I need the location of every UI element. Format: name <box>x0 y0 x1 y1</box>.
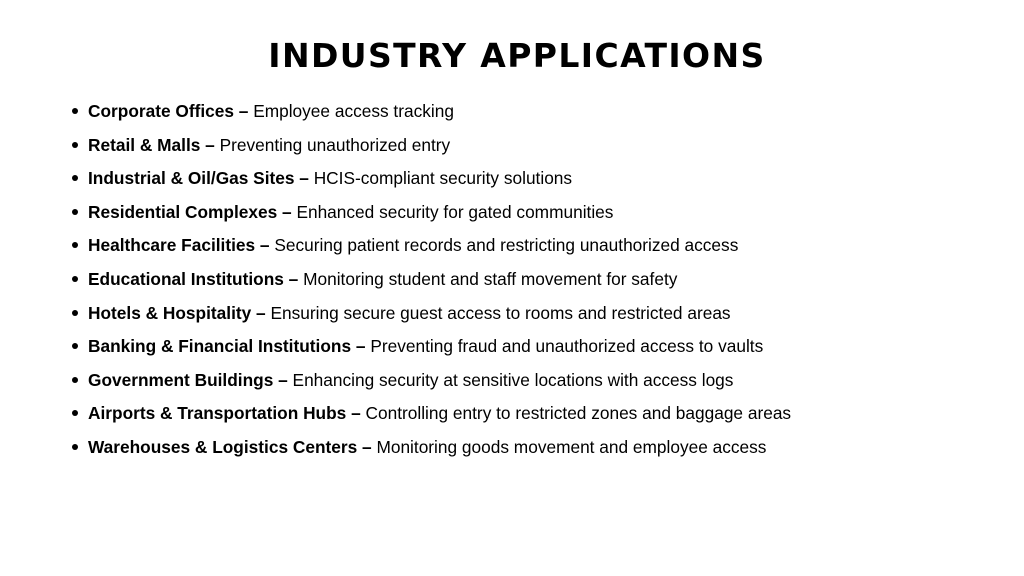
industry-description: Enhanced security for gated communities <box>296 201 614 222</box>
industry-term: Healthcare Facilities – <box>88 235 270 256</box>
industry-description: Employee access tracking <box>253 101 454 121</box>
industry-description: Securing patient records and restricting unauthorized access <box>274 235 739 256</box>
industry-term: Warehouses & Logistics Centers – <box>88 436 372 457</box>
bullet-icon <box>72 209 78 215</box>
list-item <box>70 131 1000 165</box>
list-item <box>70 164 1000 198</box>
bullet-icon <box>72 108 78 114</box>
industry-description: Ensuring secure guest access to rooms and restricted areas <box>270 302 731 323</box>
industry-description: Monitoring goods movement and employee access <box>376 436 767 457</box>
bullet-icon <box>72 242 78 248</box>
list-item <box>70 97 1000 131</box>
industry-term: Government Buildings – <box>88 369 288 390</box>
list-item <box>70 332 1000 366</box>
industry-term: Airports & Transportation Hubs – <box>88 403 361 424</box>
list-item <box>70 198 1000 232</box>
list-item <box>70 231 1000 265</box>
industry-term: Corporate Offices – <box>88 101 249 121</box>
industry-description: Preventing unauthorized entry <box>219 134 451 155</box>
industry-description: Controlling entry to restricted zones and baggage areas <box>365 403 792 424</box>
industry-description: HCIS-compliant security solutions <box>313 168 573 189</box>
industry-term: Educational Institutions – <box>88 268 299 289</box>
industry-description: Enhancing security at sensitive locations with access logs <box>292 369 734 390</box>
list-item <box>70 399 1000 433</box>
industry-term: Hotels & Hospitality – <box>88 302 266 323</box>
bullet-icon <box>72 142 78 148</box>
list-item <box>70 366 1000 400</box>
list-item <box>70 433 1000 467</box>
bullet-icon <box>72 310 78 316</box>
bullet-icon <box>72 444 78 450</box>
industry-term: Industrial & Oil/Gas Sites – <box>88 168 309 189</box>
industry-description: Monitoring student and staff movement for safety <box>303 268 678 289</box>
bullet-icon <box>72 343 78 349</box>
bullet-icon <box>72 410 78 416</box>
bullet-icon <box>72 276 78 282</box>
industry-term: Banking & Financial Institutions – <box>88 336 366 357</box>
industry-term: Retail & Malls – <box>88 134 215 155</box>
industry-term: Residential Complexes – <box>88 201 292 222</box>
list-item <box>70 299 1000 333</box>
list-item <box>70 265 1000 299</box>
industry-description: Preventing fraud and unauthorized access to vaults <box>370 336 764 357</box>
bullet-icon <box>72 175 78 181</box>
industry-list <box>70 97 1000 467</box>
slide-title: INDUSTRY APPLICATIONS <box>268 36 766 75</box>
bullet-icon <box>72 377 78 383</box>
